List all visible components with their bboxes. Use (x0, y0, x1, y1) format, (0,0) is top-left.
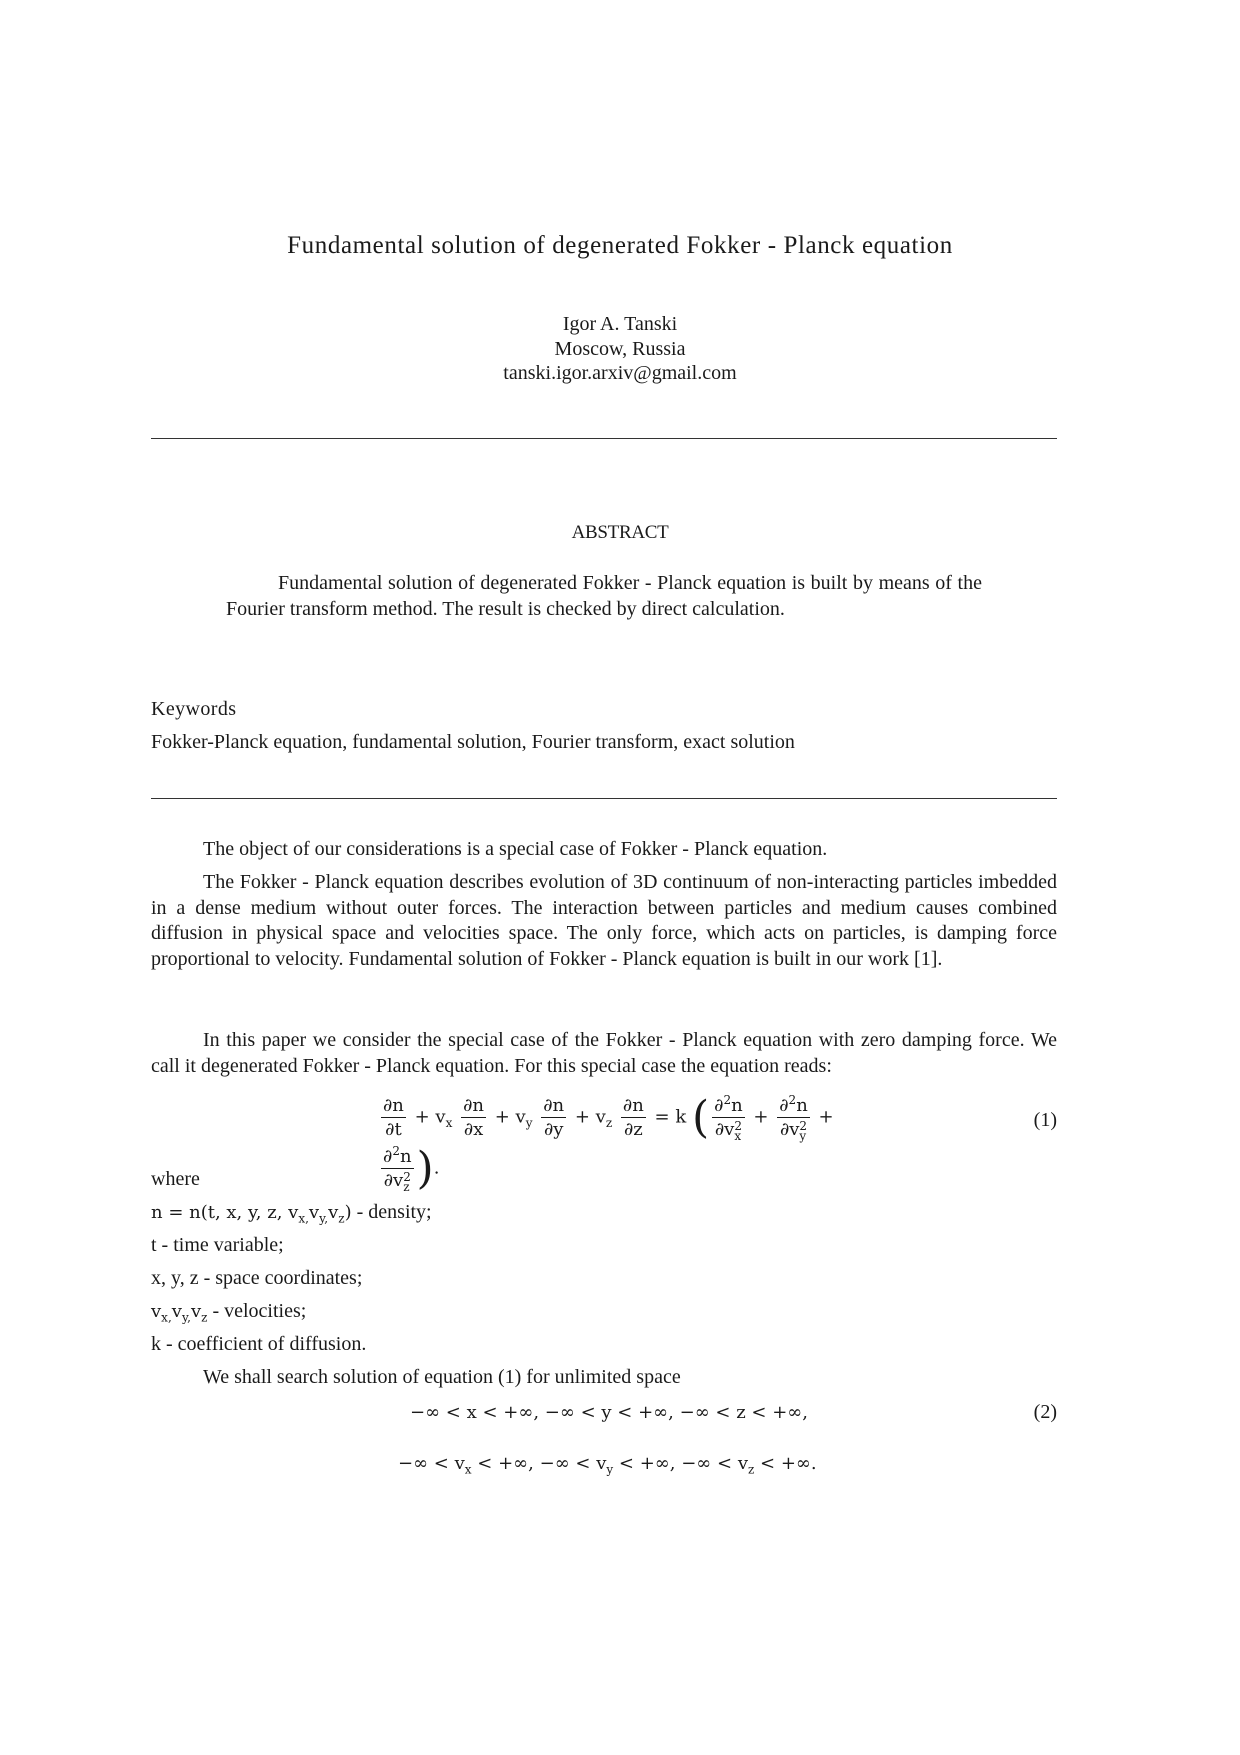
author-location: Moscow, Russia (554, 338, 686, 360)
definition-xyz: x, y, z - space coordinates; (151, 1267, 363, 1289)
n-function: n = n(t, x, y, z, $v_{x,}v_{y,}v_z$) (151, 1202, 352, 1226)
paragraph-description: The Fokker - Planck equation describes evolution of 3D continuum of non-interacting particles imbedded in a dense medium without outer forces. The interaction between particles and medium causes combined diffusion in physical space and velocities space. The only force, which acts on particles, is damping force proportional to velocity. Fundamental solution of Fokker - Planck equation is built in our work [1]. (151, 871, 1057, 970)
velocity-symbols: $v_{x,}v_{y,}v_z$ (151, 1301, 208, 1325)
divider-top (151, 438, 1057, 439)
author-name: Igor A. Tanski (562, 313, 678, 335)
equation-2-line-2: −∞ < $v_x$ < +∞, −∞ < $v_y$ < +∞, −∞ < $v_z$ < +∞. (398, 1453, 817, 1477)
definition-v (151, 1300, 306, 1325)
author-email: tanski.igor.arxiv@gmail.com (503, 362, 737, 384)
abstract-heading: ABSTRACT (571, 522, 669, 543)
definition-n (151, 1201, 432, 1226)
paragraph-intro: The object of our considerations is a special case of Fokker - Planck equation. (203, 838, 828, 860)
definition-v-text: - velocities; (207, 1300, 307, 1322)
keywords-text: Fokker-Planck equation, fundamental solution, Fourier transform, exact solution (151, 731, 795, 753)
paragraph-search: We shall search solution of equation (1) for unlimited space (203, 1366, 681, 1388)
equation-1: $\frac{\partial n}{\partial t}$ + $v_x$ $\frac{\partial n}{\partial x}$ + $v_y$ $\frac{\partial n}{\partial y}$ + $v_z$ $\frac{\partial n}{\partial z}$ = k ( ∂$^2$n ∂v2 x + ∂$^2$n ∂v2 y + ∂$^2$n ∂v2 z ). (383, 1092, 834, 1195)
definition-n-text: - density; (351, 1201, 432, 1223)
paper-title: Fundamental solution of degenerated Fokker - Planck equation (287, 232, 953, 259)
equation-1-number: (1) (1033, 1109, 1057, 1131)
divider-bottom (151, 798, 1057, 799)
abstract-text: Fundamental solution of degenerated Fokker - Planck equation is built by means of the Fourier transform method. The result is checked by direct calculation. (226, 572, 982, 620)
equation-2-number: (2) (1033, 1401, 1057, 1423)
paragraph-special-case: In this paper we consider the special case of the Fokker - Planck equation with zero damping force. We call it degenerated Fokker - Planck equation. For this special case the equation reads: (151, 1029, 1057, 1077)
keywords-heading: Keywords (151, 698, 237, 720)
definition-k: k - coefficient of diffusion. (151, 1333, 367, 1355)
where-label: where (151, 1168, 200, 1190)
definition-t: t - time variable; (151, 1234, 284, 1256)
equation-2-line-1: −∞ < x < +∞, −∞ < y < +∞, −∞ < z < +∞, (410, 1402, 809, 1423)
